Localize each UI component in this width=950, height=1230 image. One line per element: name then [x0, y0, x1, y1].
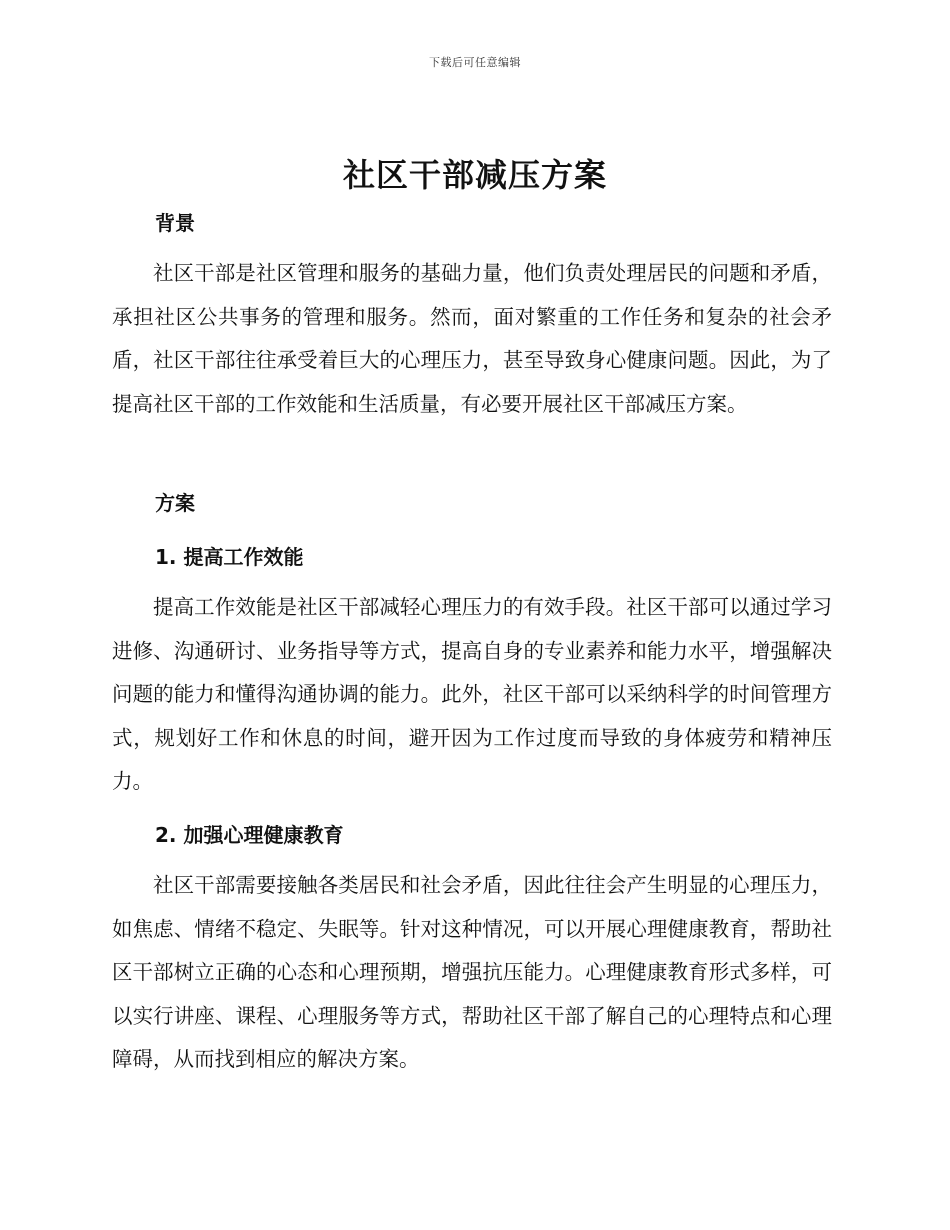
plan-item-1-paragraph: 提高工作效能是社区干部减轻心理压力的有效手段。社区干部可以通过学习进修、沟通研讨、业务指导等方式，提高自身的专业素养和能力水平，增强解决问题的能力和懂得沟通协调的能力。此外，社区干部可以采纳科学的时间管理方式，规划好工作和休息的时间，避开因为工作过度而导致的身体疲劳和精神压力。	[112, 595, 832, 793]
plan-item-2-heading: 2. 加强心理健康教育	[155, 823, 344, 847]
background-paragraph: 社区干部是社区管理和服务的基础力量，他们负责处理居民的问题和矛盾，承担社区公共事务的管理和服务。然而，面对繁重的工作任务和复杂的社会矛盾，社区干部往往承受着巨大的心理压力，甚至导致身心健康问题。因此，为了提高社区干部的工作效能和生活质量，有必要开展社区干部减压方案。	[112, 261, 832, 416]
header-note: 下载后可任意编辑	[429, 56, 521, 69]
section-heading-plan: 方案	[155, 491, 195, 515]
document-title: 社区干部减压方案	[342, 156, 607, 194]
plan-item-2-paragraph: 社区干部需要接触各类居民和社会矛盾，因此往往会产生明显的心理压力，如焦虑、情绪不稳定、失眠等。针对这种情况，可以开展心理健康教育，帮助社区干部树立正确的心态和心理预期，增强抗压能力。心理健康教育形式多样，可以实行讲座、课程、心理服务等方式，帮助社区干部了解自己的心理特点和心理障碍，从而找到相应的解决方案。	[112, 873, 832, 1071]
plan-item-1-heading: 1. 提高工作效能	[155, 545, 304, 569]
section-heading-background: 背景	[155, 211, 195, 235]
